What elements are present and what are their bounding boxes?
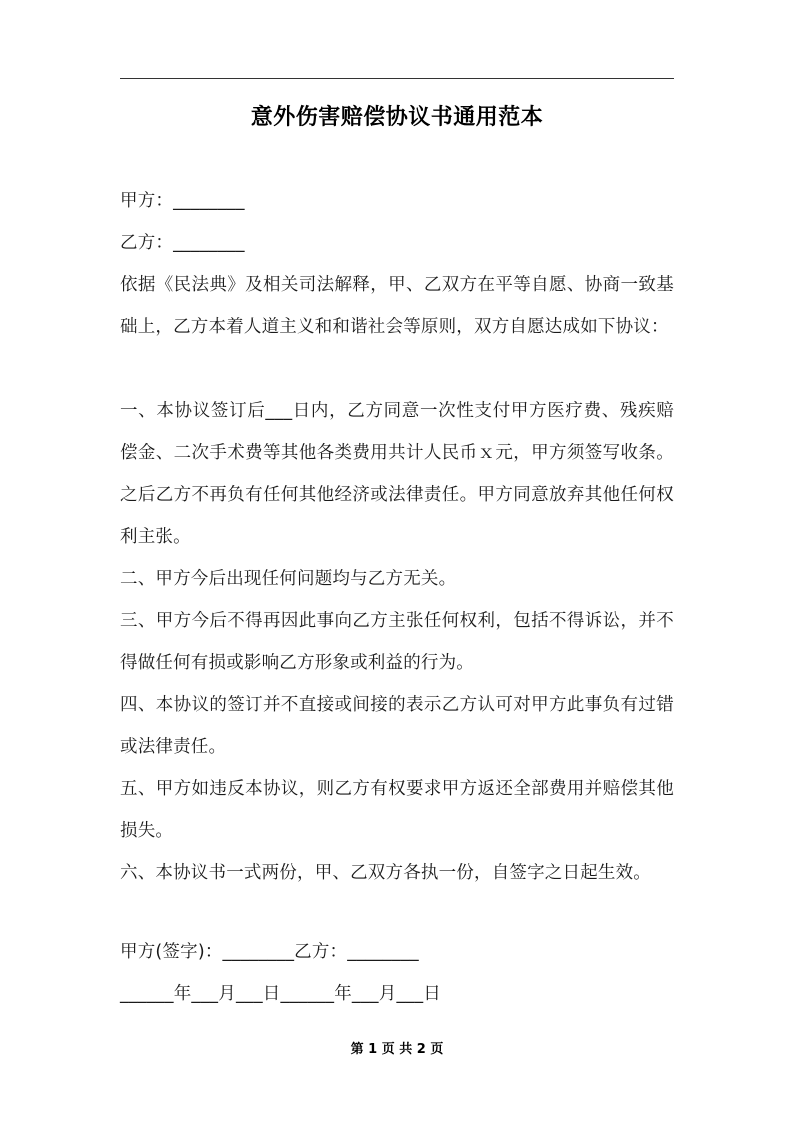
clause-3: 三、甲方今后不得再因此事向乙方主张任何权利，包括不得诉讼，并不得做任何有损或影响乙方形象或利益的行为。: [120, 611, 674, 673]
signature-line: 甲方(签字)：________乙方：________: [120, 942, 419, 962]
preamble-paragraph: 依据《民法典》及相关司法解释，甲、乙双方在平等自愿、协商一致基础上，乙方本着人道主义和和谐社会等原则，双方自愿达成如下协议：: [120, 275, 674, 337]
clause-1: 一、本协议签订后___日内，乙方同意一次性支付甲方医疗费、残疾赔偿金、二次手术费等其他各类费用共计人民币ｘ元，甲方须签写收条。之后乙方不再负有任何其他经济或法律责任。甲方同意放弃其他任何权利主张。: [120, 401, 674, 547]
header-rule: [120, 78, 674, 79]
party-a-line: 甲方：________: [120, 191, 245, 211]
clause-5: 五、甲方如违反本协议，则乙方有权要求甲方返还全部费用并赔偿其他损失。: [120, 779, 674, 841]
document-title: 意外伤害赔偿协议书通用范本: [250, 105, 544, 130]
date-line: ______年___月___日______年___月___日: [120, 984, 441, 1004]
party-b-line: 乙方：________: [120, 233, 245, 253]
clause-6: 六、本协议书一式两份，甲、乙双方各执一份，自签字之日起生效。: [120, 863, 651, 883]
clause-2: 二、甲方今后出现任何问题均与乙方无关。: [120, 569, 457, 589]
clause-4: 四、本协议的签订并不直接或间接的表示乙方认可对甲方此事负有过错或法律责任。: [120, 695, 674, 757]
page-indicator: 第 1 页 共 2 页: [350, 1042, 444, 1057]
